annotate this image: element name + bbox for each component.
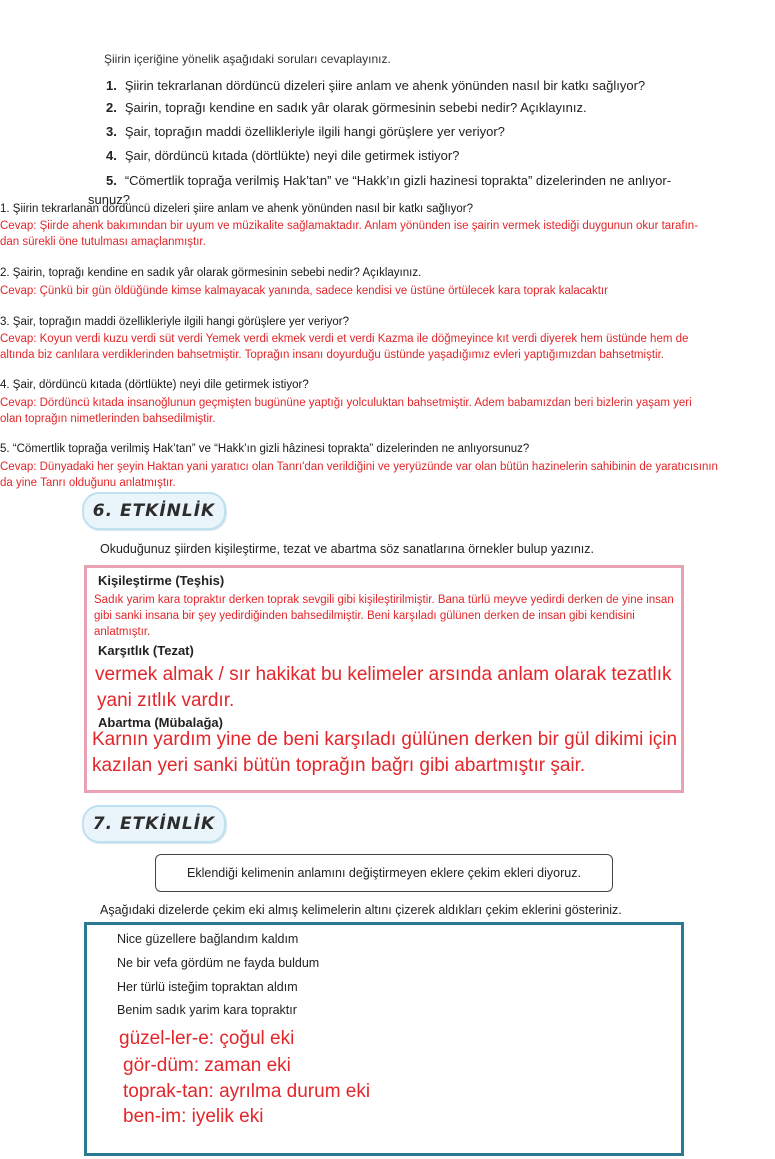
answer-question-1: 1. Şiirin tekrarlanan dördüncü dizeleri şiire anlam ve ahenk yönünden nasıl bir katkı sağlıyor? (0, 203, 474, 215)
answer-2 (0, 283, 775, 299)
suffix-answer: güzel-ler-e: çoğul eki (119, 1028, 295, 1049)
answer-line: olan toprağın nimetlerinden bahsedilmiştir. (0, 413, 216, 425)
contrast-answer (95, 662, 680, 714)
question-number: 3. (106, 124, 117, 139)
exaggeration-label: Abartma (Mübalağa) (98, 715, 223, 730)
answer-line: Cevap: Çünkü bir gün öldüğünde kimse kalmayacak yanında, sadece kendisi ve üstüne örtülecek kara toprak kalacaktır (0, 285, 608, 297)
answer-line: Cevap: Dördüncü kıtada insanoğlunun geçmişten bugününe yaptığı yolculuktan bahsetmiştir. Adem babamızdan beri bizlerin yaşam yeri (0, 397, 692, 409)
answer-question-5: 5. “Cömertlik toprağa verilmiş Hak’tan” ve “Hakk’ın gizli hâzinesi toprakta” dizelerinden ne anlıyorsunuz? (0, 443, 530, 455)
answer-line: kazılan yeri sanki bütün toprağın bağrı gibi abartmıştır şair. (92, 755, 586, 776)
answer-line: Cevap: Dünyadaki her şeyin Haktan yani yaratıcı olan Tanrı'dan verildiğini ve yeryüzünde var olan bütün hazinelerin sahibinin de yaratıcısının (0, 461, 718, 473)
answer-1 (0, 218, 775, 250)
verse-line: Her türlü isteğim topraktan aldım (117, 980, 298, 994)
answer-line: dan sürekli öne tutulması amaçlanmıştır. (0, 236, 206, 248)
answer-line: da yine Tanrı olduğunu anlatmıştır. (0, 477, 176, 489)
definition-note: Eklendiği kelimenin anlamını değiştirmeyen eklere çekim ekleri diyoruz. (155, 854, 613, 892)
suffix-answer: gör-düm: zaman eki (123, 1055, 291, 1076)
verse-line: Nice güzellere bağlandım kaldım (117, 932, 299, 946)
answer-line: yani zıtlık vardır. (97, 690, 235, 711)
personification-answer (94, 592, 679, 640)
question-2 (106, 100, 587, 115)
answer-line: Karnın yardım yine de beni karşıladı gülünen derken bir gül dikimi için (92, 729, 678, 750)
answer-line: vermek almak / sır hakikat bu kelimeler arsında anlam olarak tezatlık (95, 664, 672, 685)
answer-line: altında biz canlılara verdiklerinden bahsetmiştir. Toprağın insanı doyurduğu üstünde yaşadığımız evleri yaptığımızdan bahsetmiştir. (0, 349, 664, 361)
activity-7-instruction: Aşağıdaki dizelerde çekim eki almış kelimelerin altını çizerek aldıkları çekim eklerini gösteriniz. (100, 903, 622, 917)
contrast-label: Karşıtlık (Tezat) (98, 643, 194, 658)
verse-line: Benim sadık yarim kara topraktır (117, 1003, 297, 1017)
question-text: Şair, toprağın maddi özellikleriyle ilgili hangi görüşlere yer veriyor? (124, 124, 505, 139)
activity-6-banner: 6. ETKİNLİK (82, 492, 226, 530)
question-5 (88, 172, 706, 207)
question-number: 1. (106, 78, 117, 93)
verse-line: Ne bir vefa gördüm ne fayda buldum (117, 956, 320, 970)
question-text: Şair, dördüncü kıtada (dörtlükte) neyi dile getirmek istiyor? (124, 148, 460, 163)
activity-7-banner: 7. ETKİNLİK (82, 805, 226, 843)
question-number: 5. (106, 173, 117, 188)
intro-text: Şiirin içeriğine yönelik aşağıdaki soruları cevaplayınız. (104, 52, 391, 66)
question-1 (106, 78, 645, 93)
suffix-answer: toprak-tan: ayrılma durum eki (123, 1081, 371, 1102)
question-3 (106, 124, 505, 139)
question-text: “Cömertlik toprağa verilmiş Hak’tan” ve “Hakk’ın gizli hazinesi toprakta” dizelerinden ne anlıyor- (124, 173, 672, 188)
answer-3 (0, 331, 775, 363)
answer-line: Cevap: Şiirde ahenk bakımından bir uyum ve müzikalite sağlamaktadır. Anlam yönünden ise şairin vermek istediği duygunun okur tarafın- (0, 220, 699, 232)
answer-line: anlatmıştır. (94, 626, 151, 638)
question-number: 4. (106, 148, 117, 163)
question-4 (106, 148, 459, 163)
answer-question-4: 4. Şair, dördüncü kıtada (dörtlükte) neyi dile getirmek istiyor? (0, 379, 309, 391)
exaggeration-answer (92, 727, 680, 779)
answer-question-3: 3. Şair, toprağın maddi özellikleriyle ilgili hangi görüşlere yer veriyor? (0, 316, 349, 328)
question-text-tail: sunuz? (88, 192, 130, 207)
answer-line: Cevap: Koyun verdi kuzu verdi süt verdi Yemek verdi ekmek verdi et verdi Kazma ile döğmeyince kıt verdi diyerek hem üstünde hem de (0, 333, 689, 345)
answer-5 (0, 459, 775, 491)
answer-4 (0, 395, 775, 427)
question-text: Şiirin tekrarlanan dördüncü dizeleri şiire anlam ve ahenk yönünden nasıl bir katkı sağlıyor? (124, 78, 646, 93)
suffix-answer: ben-im: iyelik eki (123, 1106, 264, 1127)
question-number: 2. (106, 100, 117, 115)
answer-line: gibi sanki insana bir şey yedirdiğinden bahsedilmiştir. Beni karşıladı gülünen derken de insan gibi kendisini (94, 610, 635, 622)
activity-6-instruction: Okuduğunuz şiirden kişileştirme, tezat ve abartma söz sanatlarına örnekler bulup yazınız. (100, 542, 594, 556)
question-text: Şairin, toprağı kendine en sadık yâr olarak görmesinin sebebi nedir? Açıklayınız. (124, 100, 587, 115)
personification-label: Kişileştirme (Teşhis) (98, 573, 225, 588)
answer-question-2: 2. Şairin, toprağı kendine en sadık yâr olarak görmesinin sebebi nedir? Açıklayınız. (0, 267, 422, 279)
answer-line: Sadık yarim kara topraktır derken toprak sevgili gibi kişileştirilmiştir. Bana türlü meyve yedirdi derken de yine insan (94, 594, 674, 606)
